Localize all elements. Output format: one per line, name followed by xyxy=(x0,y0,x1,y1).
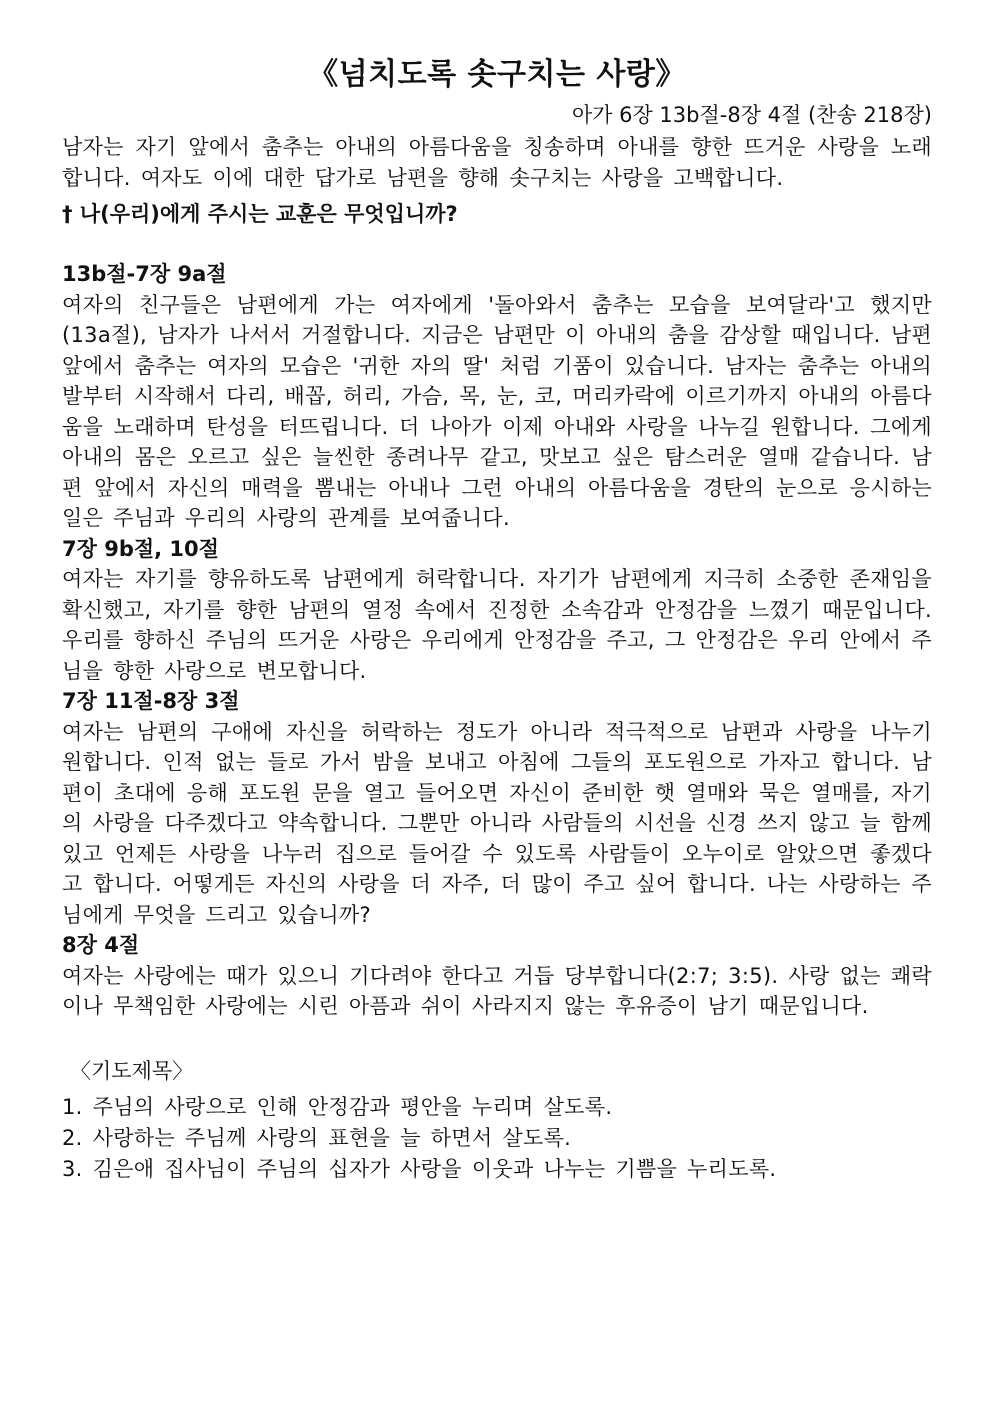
section-heading: 8장 4절 xyxy=(62,933,140,957)
prayer-list xyxy=(62,1092,932,1185)
document-title: 《넘치도록 솟구치는 사랑》 xyxy=(308,57,686,92)
section-text: 여자는 사랑에는 때가 있으니 기다려야 한다고 거듭 당부합니다(2:7; 3:5). 사랑 없는 쾌락이나 무책임한 사랑에는 시린 아픔과 쉬이 사라지지 않는 후유증이 남기 때문입니다. xyxy=(62,963,932,1018)
section-text: 여자는 자기를 향유하도록 남편에게 허락합니다. 자기가 남편에게 지극히 소중한 존재임을 확신했고, 자기를 향한 남편의 열정 속에서 진정한 소속감과 안정감을 느꼈기 때문입니다. 우리를 향하신 주님의 뜨거운 사랑은 우리에게 안정감을 주고, 그 안정감은 우리 안에서 주님을 향한 사랑으로 변모합니다. xyxy=(62,567,932,683)
section-heading: 7장 9b절, 10절 xyxy=(62,536,219,561)
prayer-item: 2. 사랑하는 주님께 사랑의 표현을 늘 하면서 살도록. xyxy=(62,1125,572,1150)
lesson-question: † 나(우리)에게 주시는 교훈은 무엇입니까? xyxy=(62,202,458,226)
prayer-title: 〈기도제목〉 xyxy=(70,1058,194,1083)
blank-line xyxy=(62,229,932,259)
section-heading: 7장 11절-8장 3절 xyxy=(62,689,240,713)
section-text: 여자의 친구들은 남편에게 가는 여자에게 '돌아와서 춤추는 모습을 보여달라'고 했지만(13a절), 남자가 나서서 거절합니다. 지금은 남편만 이 아내의 춤을 감상할 때입니다. 남편 앞에서 춤추는 여자의 모습은 '귀한 자의 딸' 처럼 기품이 있습니다. 남자는 춤추는 아내의 발부터 시작해서 다리, 배꼽, 허리, 가슴, 목, 눈, 코, 머리카락에 이르기까지 아내의 아름다움을 노래하며 탄성을 터뜨립니다. 더 나아가 이제 아내와 사랑을 나누길 원합니다. 그에게 아내의 몸은 오르고 싶은 늘씬한 종려나무 같고, 맛보고 싶은 탐스러운 열매 같습니다. 남편 앞에서 자신의 매력을 뽐내는 아내나 그런 아내의 아름다움을 경탄의 눈으로 응시하는 일은 주님과 우리의 사랑의 관계를 보여줍니다. xyxy=(62,292,932,530)
intro-paragraph: 남자는 자기 앞에서 춤추는 아내의 아름다움을 칭송하며 아내를 향한 뜨거운 사랑을 노래합니다. 여자도 이에 대한 답가로 남편을 향해 솟구치는 사랑을 고백합니다. xyxy=(62,135,932,190)
section-heading: 13b절-7장 9a절 xyxy=(62,262,227,286)
scripture-reference: 아가 6장 13b절-8장 4절 (찬송 218장) xyxy=(571,103,932,127)
document-page xyxy=(62,52,932,1185)
prayer-item: 1. 주님의 사랑으로 인해 안정감과 평안을 누리며 살도록. xyxy=(62,1094,613,1119)
section-text: 여자는 남편의 구애에 자신을 허락하는 정도가 아니라 적극적으로 남편과 사랑을 나누기 원합니다. 인적 없는 들로 가서 밤을 보내고 아침에 그들의 포도원으로 가자고 합니다. 남편이 초대에 응해 포도원 문을 열고 들어오면 자신이 준비한 햇 열매와 묵은 열매를, 자기의 사랑을 다주겠다고 약속합니다. 그뿐만 아니라 사람들의 시선을 신경 쓰지 않고 늘 함께 있고 언제든 사랑을 나누러 집으로 들어갈 수 있도록 사람들이 오누이로 알았으면 좋겠다고 합니다. 어떻게든 자신의 사랑을 더 자주, 더 많이 주고 싶어 합니다. 나는 사랑하는 주님에게 무엇을 드리고 있습니까? xyxy=(62,719,932,927)
prayer-item: 3. 김은애 집사님이 주님의 십자가 사랑을 이웃과 나누는 기쁨을 누리도록. xyxy=(62,1156,777,1181)
